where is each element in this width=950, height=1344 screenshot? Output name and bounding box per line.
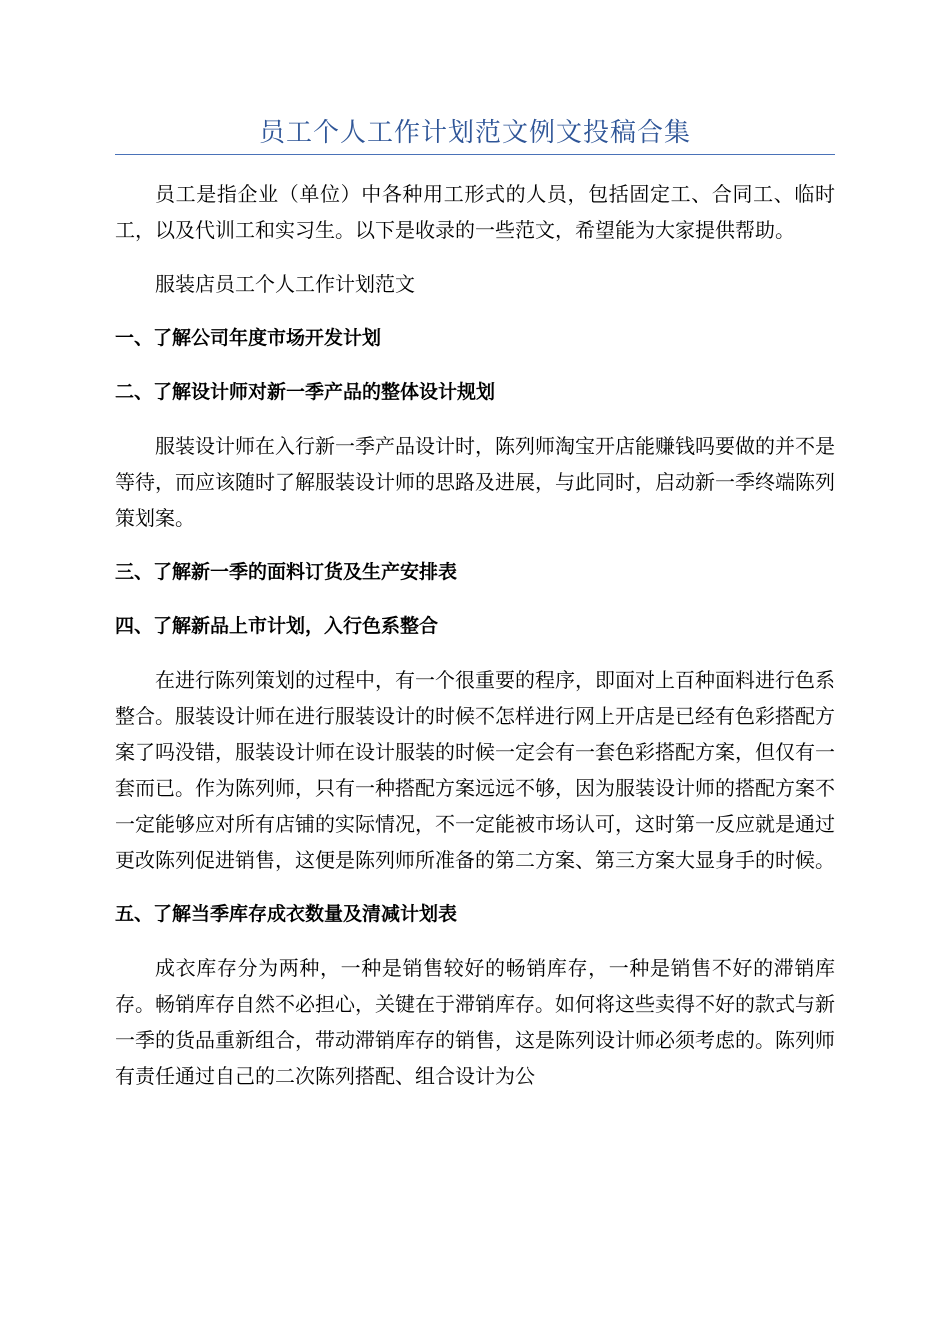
document-title: 员工个人工作计划范文例文投稿合集 bbox=[258, 118, 691, 148]
section-body-5: 成衣库存分为两种，一种是销售较好的畅销库存，一种是销售不好的滞销库存。畅销库存自然不必担心，关键在于滞销库存。如何将这些卖得不好的款式与新一季的货品重新组合，带动滞销库存的销售，这是陈列设计师必须考虑的。陈列师有责任通过自己的二次陈列搭配、组合设计为公 bbox=[115, 956, 835, 1088]
subtitle: 服装店员工个人工作计划范文 bbox=[155, 272, 415, 296]
section-heading-5: 五、了解当季库存成衣数量及清减计划表 bbox=[115, 903, 458, 925]
section-heading-4: 四、了解新品上市计划，入行色系整合 bbox=[115, 615, 439, 637]
document-body bbox=[115, 176, 835, 1094]
section-heading-3: 三、了解新一季的面料订货及生产安排表 bbox=[115, 561, 458, 583]
section-heading-1: 一、了解公司年度市场开发计划 bbox=[115, 327, 382, 349]
section-body-4: 在进行陈列策划的过程中，有一个很重要的程序，即面对上百种面料进行色系整合。服装设计师在进行服装设计的时候不怎样进行网上开店是已经有色彩搭配方案了吗没错，服装设计师在设计服装的时候一定会有一套色彩搭配方案，但仅有一套而已。作为陈列师，只有一种搭配方案远远不够，因为服装设计师的搭配方案不一定能够应对所有店铺的实际情况，不一定能被市场认可，这时第一反应就是通过更改陈列促进销售，这便是陈列师所准备的第二方案、第三方案大显身手的时候。 bbox=[115, 668, 835, 872]
section-body-2: 服装设计师在入行新一季产品设计时，陈列师淘宝开店能赚钱吗要做的并不是等待，而应该随时了解服装设计师的思路及进展，与此同时，启动新一季终端陈列策划案。 bbox=[115, 434, 835, 530]
title-underline bbox=[115, 154, 835, 155]
section-heading-2: 二、了解设计师对新一季产品的整体设计规划 bbox=[115, 381, 496, 403]
intro-paragraph: 员工是指企业（单位）中各种用工形式的人员，包括固定工、合同工、临时工，以及代训工和实习生。以下是收录的一些范文，希望能为大家提供帮助。 bbox=[115, 182, 835, 242]
